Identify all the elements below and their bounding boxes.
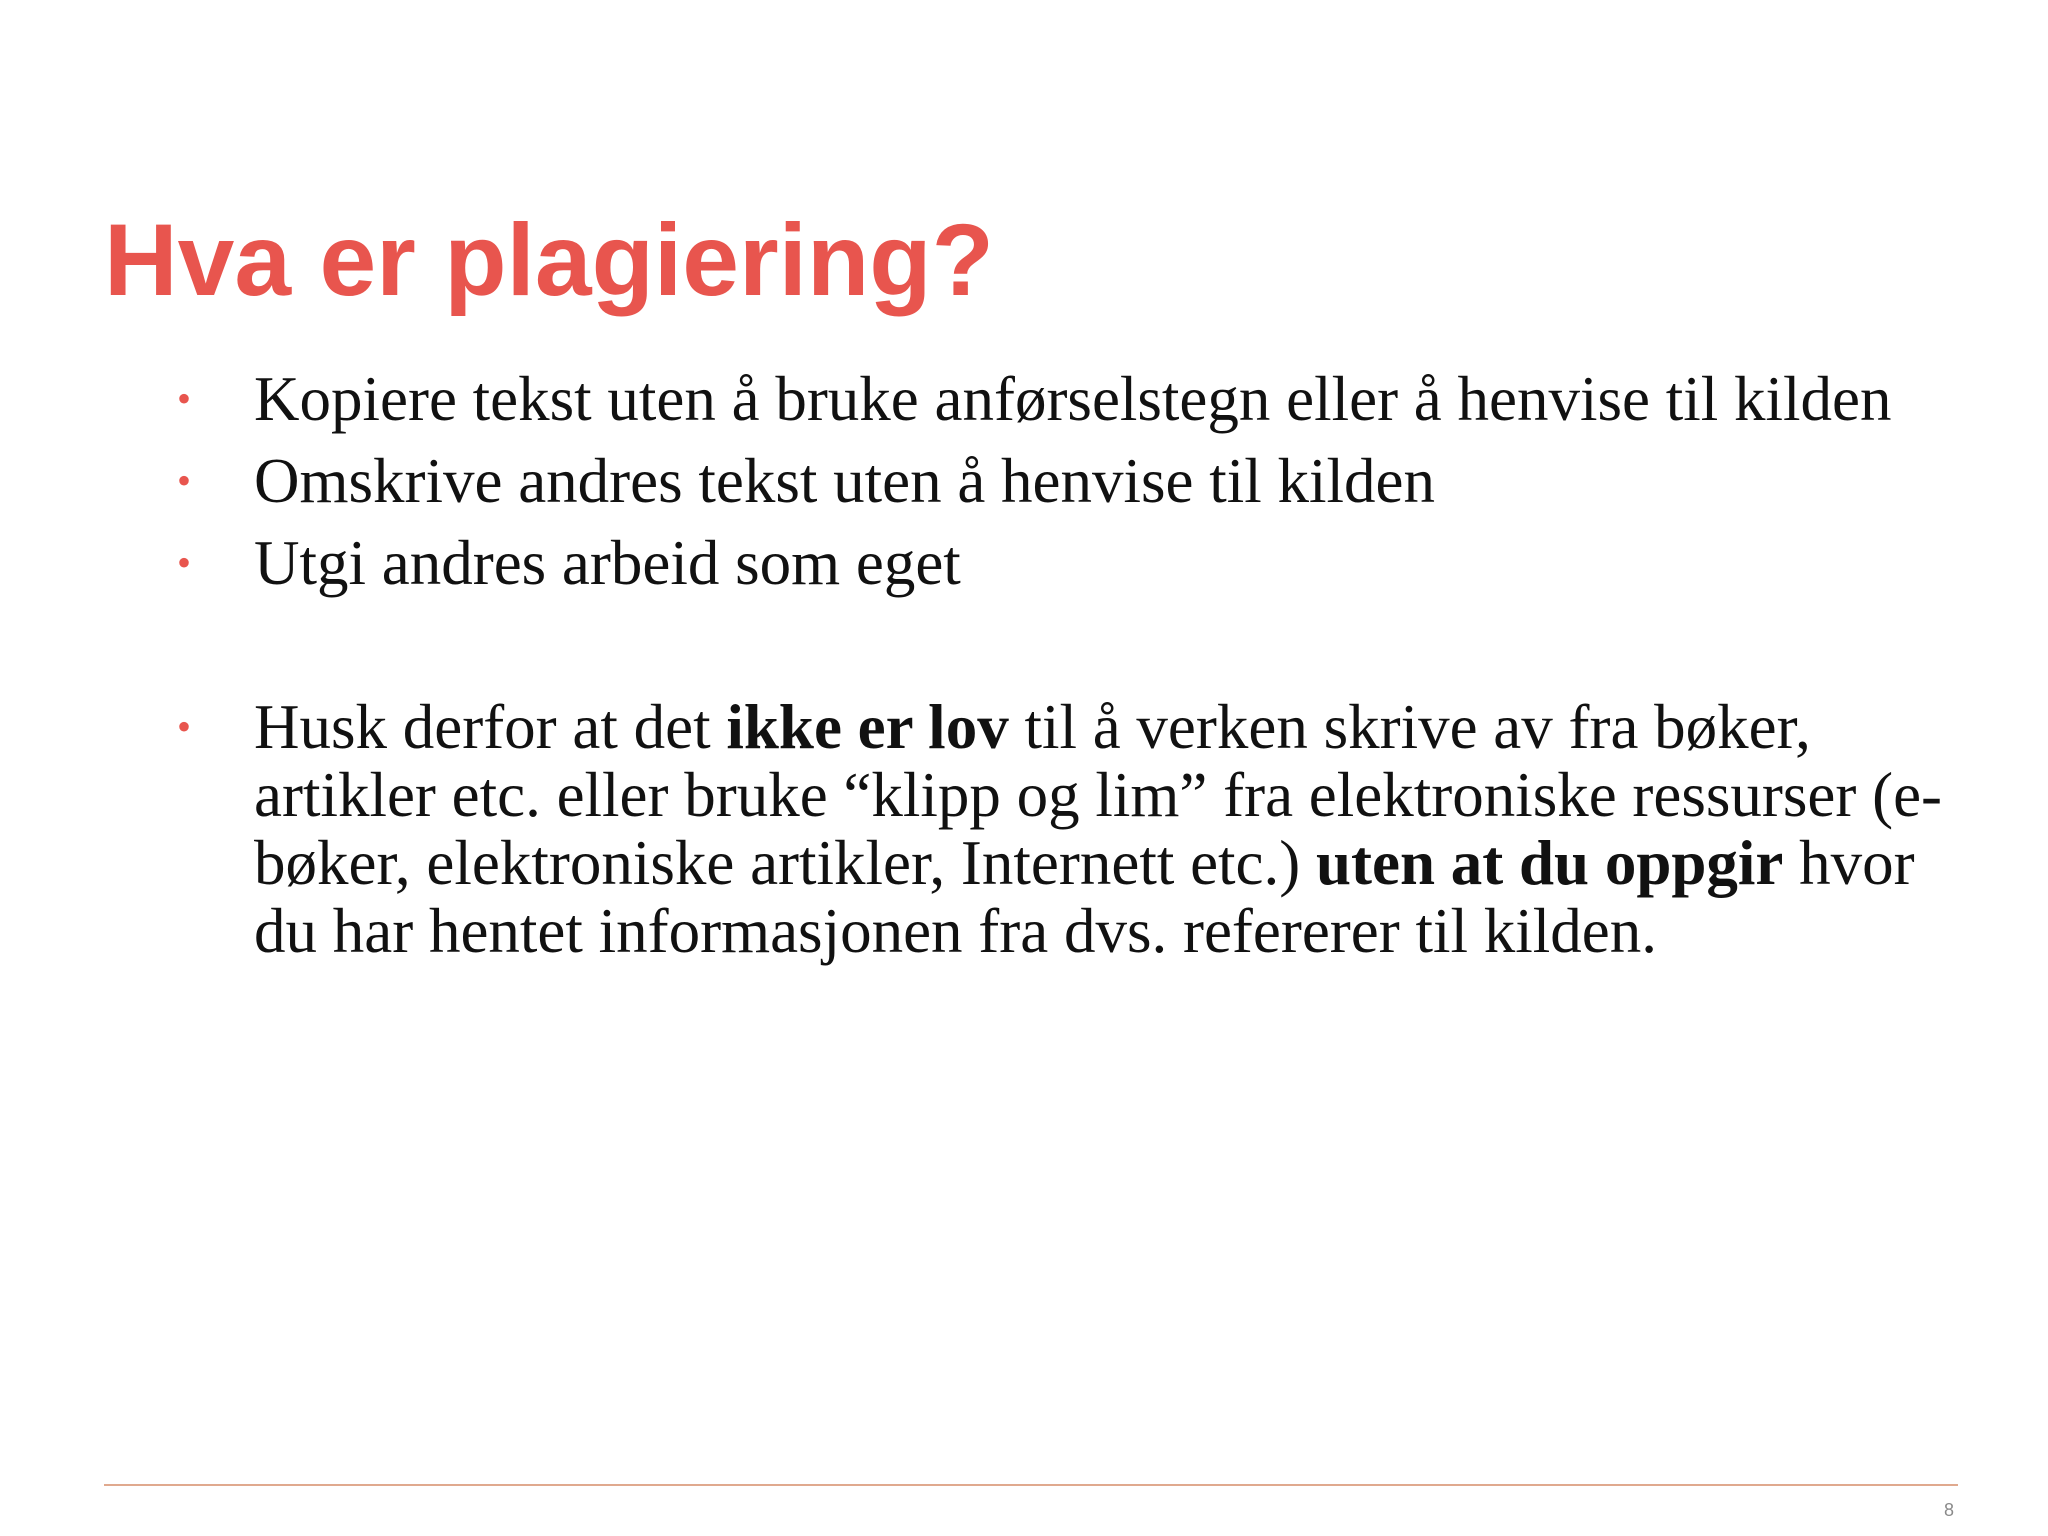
bullet-icon: • bbox=[177, 376, 192, 421]
bullet-text: Kopiere tekst uten å bruke anførselstegn eller å henvise til kilden bbox=[254, 364, 1892, 434]
bullet-icon: • bbox=[177, 458, 192, 503]
slide-title: Hva er plagiering? bbox=[104, 203, 994, 317]
bullet-icon: • bbox=[177, 704, 192, 749]
bullet-text: Omskrive andres tekst uten å henvise til kilden bbox=[254, 446, 1435, 516]
bullet-text: Utgi andres arbeid som eget bbox=[254, 528, 961, 598]
bullet-item bbox=[172, 365, 1972, 433]
page-number: 8 bbox=[1943, 1500, 1954, 1520]
bullet-emphasis: ikke er lov bbox=[726, 692, 1009, 762]
bullet-emphasis: uten at du oppgir bbox=[1316, 828, 1784, 898]
bullet-list bbox=[172, 365, 1972, 965]
bullet-text bbox=[254, 692, 1942, 966]
footer-divider bbox=[104, 1484, 1958, 1486]
bullet-text-segment: Husk derfor at det bbox=[254, 692, 727, 762]
bullet-item bbox=[172, 693, 1972, 965]
bullet-item bbox=[172, 447, 1972, 515]
bullet-text-segment: til å verken skrive av fra bøker, artikler etc. eller bruke “klipp og lim” fra elektroniske ressurser (e-bøker, elektroniske artikler, Internett etc.) bbox=[254, 692, 1943, 898]
bullet-item bbox=[172, 529, 1972, 597]
bullet-text-segment: hvor du har hentet informasjonen fra dvs. refererer til kilden. bbox=[254, 828, 1915, 966]
bullet-icon: • bbox=[177, 540, 192, 585]
